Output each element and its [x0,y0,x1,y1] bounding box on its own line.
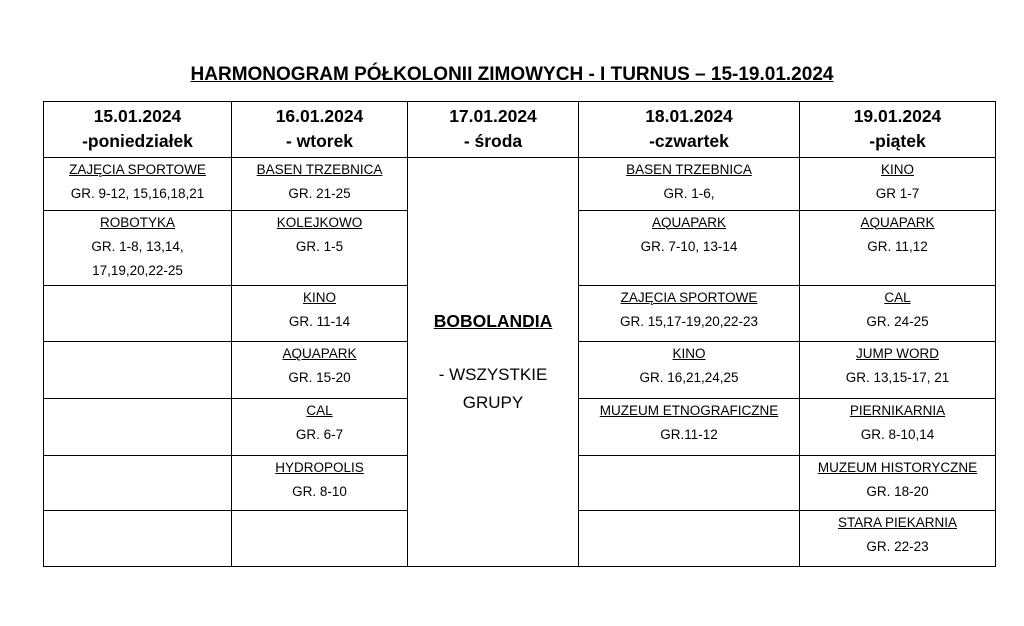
day-header-monday [44,102,232,158]
activity-groups: GR. 21-25 [288,186,351,201]
activity-name: AQUAPARK [860,214,935,230]
activity-cell [232,342,408,399]
activity-groups: GR. 6-7 [295,426,344,442]
wednesday-activity-name: BOBOLANDIA [433,311,553,331]
empty-cell [44,511,232,567]
day-date: 16.01.2024 [275,106,364,126]
activity-groups: GR. 11,12 [867,238,928,254]
page-title: HARMONOGRAM PÓŁKOLONII ZIMOWYCH - I TURNUS – 15-19.01.2024 [190,64,834,85]
schedule-table [43,101,996,567]
day-name: -poniedziałek [82,131,193,151]
activity-name: ZAJĘCIA SPORTOWE [620,289,758,305]
activity-cell [44,210,232,285]
activity-name: KINO [672,346,706,362]
activity-name: KINO [880,162,914,177]
activity-cell [232,210,408,285]
activity-groups: GR. 15-20 [288,370,351,386]
activity-groups: GR. 18-20 [866,483,929,499]
activity-name: BASEN TRZEBNICA [626,162,752,177]
wednesday-all-day-cell [408,158,579,567]
activity-groups: GR. 8-10,14 [860,426,935,442]
activity-cell [579,398,800,455]
activity-cell [579,210,800,285]
activity-cell [800,511,996,567]
day-name: - wtorek [285,131,354,151]
activity-cell [579,158,800,211]
empty-cell [579,511,800,567]
day-header-wednesday [408,102,579,158]
activity-name: KINO [302,289,336,305]
empty-cell [44,285,232,342]
activity-name: MUZEUM HISTORYCZNE [817,459,978,475]
activity-name: CAL [306,402,333,418]
day-name: - środa [463,131,523,151]
day-date: 19.01.2024 [853,106,942,126]
activity-groups: GR. 13,15-17, 21 [845,370,950,386]
activity-cell [800,455,996,511]
activity-groups: GR. 7-10, 13-14 [640,238,738,254]
activity-cell [232,285,408,342]
activity-name: PIERNIKARNIA [849,402,946,418]
activity-groups: GR. 1-8, 13,14, [91,238,184,254]
wednesday-activity-note: GRUPY [462,393,524,412]
activity-name: MUZEUM ETNOGRAFICZNE [599,402,779,418]
activity-name: HYDROPOLIS [275,459,364,475]
activity-groups: GR. 16,21,24,25 [639,370,739,386]
day-header-thursday [579,102,800,158]
activity-name: BASEN TRZEBNICA [256,162,383,177]
activity-cell [800,210,996,285]
activity-name: CAL [884,289,911,305]
activity-cell [800,398,996,455]
activity-groups: GR. 22-23 [866,539,929,555]
activity-cell [232,455,408,511]
activity-groups: GR. 1-5 [295,238,344,254]
activity-cell [44,158,232,211]
activity-groups: GR.11-12 [660,426,718,442]
activity-groups: GR. 9-12, 15,16,18,21 [70,186,205,201]
day-date: 15.01.2024 [93,106,182,126]
activity-name: AQUAPARK [651,214,727,230]
empty-cell [44,455,232,511]
activity-cell [579,342,800,399]
activity-cell [579,285,800,342]
activity-cell [232,158,408,211]
empty-cell [44,398,232,455]
empty-cell [579,455,800,511]
activity-groups: GR. 15,17-19,20,22-23 [619,313,759,329]
day-header-tuesday [232,102,408,158]
activity-cell [800,285,996,342]
activity-groups: GR. 11-14 [288,313,351,329]
activity-groups: GR. 8-10 [292,483,347,499]
empty-cell [232,511,408,567]
day-date: 18.01.2024 [645,106,733,126]
activity-name: ROBOTYKA [99,214,175,230]
day-date: 17.01.2024 [449,106,537,126]
activity-name: JUMP WORD [856,346,939,362]
wednesday-activity-note: - WSZYSTKIE [438,365,548,384]
header-row [44,102,996,158]
activity-groups: GR. 24-25 [866,313,929,329]
day-name: -piątek [869,131,926,151]
activity-name: STARA PIEKARNIA [837,515,958,531]
activity-cell [800,158,996,211]
day-header-friday [800,102,996,158]
activity-groups: GR 1-7 [875,186,920,201]
activity-groups: GR. 1-6, [663,186,715,201]
activity-cell [800,342,996,399]
activity-groups: 17,19,20,22-25 [92,262,183,278]
table-row [44,158,996,211]
activity-name: ZAJĘCIA SPORTOWE [69,162,206,177]
empty-cell [44,342,232,399]
day-name: -czwartek [649,131,729,151]
activity-name: AQUAPARK [282,346,357,362]
activity-cell [232,398,408,455]
activity-name: KOLEJKOWO [276,214,363,230]
